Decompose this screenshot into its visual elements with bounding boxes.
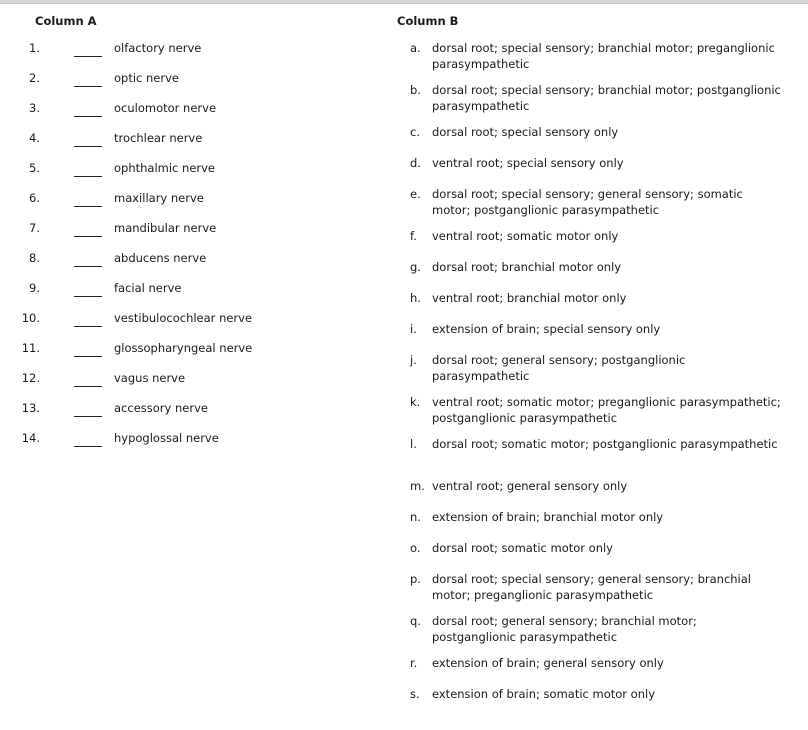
option-letter: c. [410,125,420,139]
column-a-item [0,311,380,333]
nerve-label: maxillary nerve [114,191,204,205]
nerve-label: facial nerve [114,281,182,295]
option-letter: d. [410,156,421,170]
item-number: 5. [29,161,40,175]
option-text: dorsal root; special sensory; general sensory; somatic motor; postganglionic parasympathetic [432,187,743,217]
option-letter: l. [410,437,417,451]
nerve-label: trochlear nerve [114,131,203,145]
item-number: 13. [21,401,40,415]
answer-blank[interactable] [74,356,102,357]
item-number: 14. [21,431,40,445]
nerve-label: oculomotor nerve [114,101,217,115]
column-a-item [0,431,380,453]
answer-blank[interactable] [74,416,102,417]
answer-blank[interactable] [74,296,102,297]
option-text: dorsal root; branchial motor only [432,260,622,274]
option-letter: m. [410,479,425,493]
option-text: ventral root; branchial motor only [432,291,627,305]
column-a-item [0,221,380,243]
option-text: ventral root; special sensory only [432,156,624,170]
option-text: dorsal root; somatic motor only [432,541,613,555]
answer-blank[interactable] [74,386,102,387]
item-number: 10. [21,311,40,325]
item-number: 12. [21,371,40,385]
option-letter: r. [410,656,418,670]
option-text: dorsal root; special sensory only [432,125,619,139]
item-number: 3. [29,101,40,115]
option-text: extension of brain; branchial motor only [432,510,664,524]
column-a-item [0,281,380,303]
item-number: 1. [29,41,40,55]
column-a-item [0,401,380,423]
option-letter: q. [410,614,421,628]
answer-blank[interactable] [74,326,102,327]
answer-blank[interactable] [74,116,102,117]
column-a-item [0,101,380,123]
column-a-item [0,161,380,183]
nerve-label: olfactory nerve [114,41,202,55]
answer-blank[interactable] [74,266,102,267]
column-a-item [0,41,380,63]
item-number: 7. [29,221,40,235]
option-letter: j. [410,353,417,367]
option-text: dorsal root; general sensory; branchial motor; postganglionic parasympathetic [432,614,697,644]
option-text: extension of brain; special sensory only [432,322,661,336]
answer-blank[interactable] [74,206,102,207]
item-number: 2. [29,71,40,85]
option-letter: f. [410,229,417,243]
nerve-label: hypoglossal nerve [114,431,219,445]
option-letter: k. [410,395,421,409]
option-letter: e. [410,187,421,201]
nerve-label: mandibular nerve [114,221,217,235]
nerve-label: ophthalmic nerve [114,161,216,175]
column-a-item [0,371,380,393]
option-text: ventral root; somatic motor only [432,229,619,243]
option-letter: b. [410,83,421,97]
column-a-item [0,251,380,273]
nerve-label: optic nerve [114,71,179,85]
option-text: ventral root; general sensory only [432,479,628,493]
option-letter: n. [410,510,421,524]
option-letter: o. [410,541,421,555]
option-letter: i. [410,322,417,336]
option-text: dorsal root; somatic motor; postganglionic parasympathetic [432,437,778,451]
option-letter: h. [410,291,421,305]
option-text: dorsal root; general sensory; postganglionic parasympathetic [432,353,686,383]
option-text: dorsal root; special sensory; branchial motor; preganglionic parasympathetic [432,41,775,71]
column-a-item [0,191,380,213]
option-text: dorsal root; special sensory; branchial motor; postganglionic parasympathetic [432,83,781,113]
option-letter: a. [410,41,421,55]
option-text: ventral root; somatic motor; preganglionic parasympathetic; postganglionic parasympathetic [432,395,781,425]
nerve-label: vestibulocochlear nerve [114,311,253,325]
option-text: dorsal root; special sensory; general sensory; branchial motor; preganglionic parasympathetic [432,572,751,602]
option-letter: p. [410,572,421,586]
nerve-label: glossopharyngeal nerve [114,341,253,355]
column-a-header: Column A [35,14,97,28]
item-number: 8. [29,251,40,265]
option-letter: s. [410,687,420,701]
answer-blank[interactable] [74,236,102,237]
nerve-label: abducens nerve [114,251,207,265]
option-letter: g. [410,260,421,274]
item-number: 6. [29,191,40,205]
nerve-label: accessory nerve [114,401,208,415]
column-a-item [0,131,380,153]
column-b-header: Column B [397,14,459,28]
nerve-label: vagus nerve [114,371,186,385]
item-number: 9. [29,281,40,295]
answer-blank[interactable] [74,86,102,87]
option-text: extension of brain; somatic motor only [432,687,655,701]
item-number: 4. [29,131,40,145]
answer-blank[interactable] [74,146,102,147]
column-a-item [0,341,380,363]
answer-blank[interactable] [74,176,102,177]
column-a-item [0,71,380,93]
answer-blank[interactable] [74,56,102,57]
item-number: 11. [21,341,40,355]
option-text: extension of brain; general sensory only [432,656,664,670]
answer-blank[interactable] [74,446,102,447]
